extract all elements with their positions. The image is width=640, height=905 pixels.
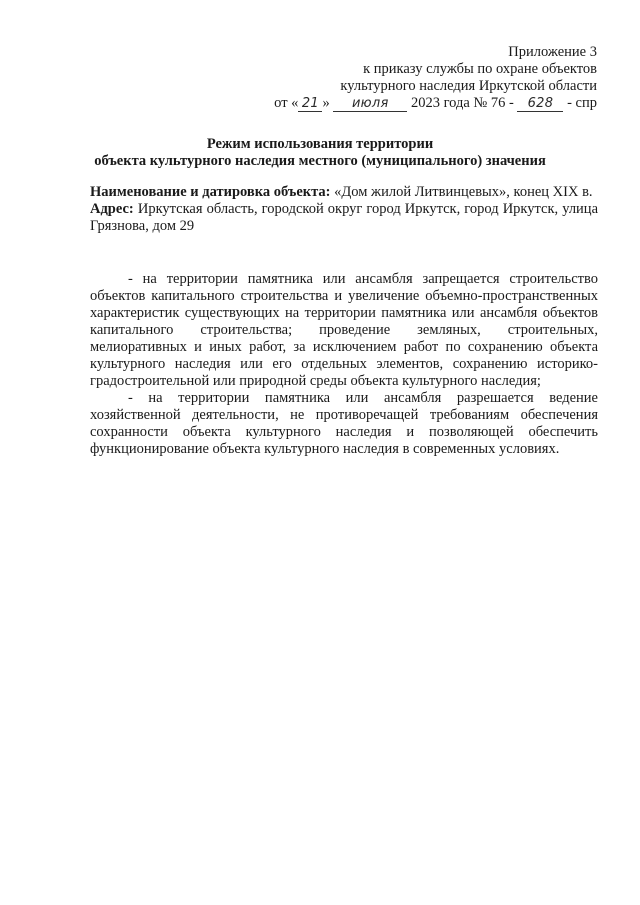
rule-permitted: - на территории памятника или ансамбля разрешается ведение хозяйственной деятельности, не противоречащей требованиям обеспечения сохранности объекта культурного наследия и позволяющей обеспечить функционирование объекта культурного наследия в современных условиях. [90, 390, 598, 457]
title-line-1: Режим использования территории [206, 136, 434, 152]
handwritten-day: 21 [298, 97, 322, 112]
object-info [90, 184, 598, 235]
object-name-value: «Дом жилой Литвинцевых», конец XIX в. [334, 184, 593, 200]
document-header [237, 44, 597, 112]
agency-line: культурного наследия Иркутской области [340, 78, 597, 94]
order-reference-line: к приказу службы по охране объектов [363, 61, 597, 77]
appendix-label: Приложение 3 [508, 44, 597, 60]
order-date-line [237, 95, 597, 112]
object-address-label: Адрес: [90, 201, 134, 217]
handwritten-month: июля [333, 97, 407, 112]
year-and-number-prefix: 2023 года № 76 - [410, 95, 514, 111]
usage-rules [90, 271, 598, 458]
date-after-day: » [322, 95, 330, 111]
document-title [0, 136, 640, 170]
object-name-paragraph [90, 184, 598, 201]
title-line-2: объекта культурного наследия местного (муниципального) значения [94, 153, 546, 169]
object-address-value: Иркутская область, городской округ город Иркутск, город Иркутск, улица Грязнова, дом 29 [90, 201, 599, 234]
date-prefix: от « [274, 95, 299, 111]
object-address-paragraph [90, 201, 598, 235]
handwritten-order-number: 628 [517, 97, 563, 112]
object-name-label: Наименование и датировка объекта: [90, 184, 331, 200]
order-suffix: - спр [567, 95, 597, 111]
rule-prohibited: - на территории памятника или ансамбля запрещается строительство объектов капитального строительства и увеличение объемно-пространственных характеристик существующих на территории памятника или ансамбля объектов капитального строительства; проведение земляных, строительных, мелиоративных и иных работ, за исключением работ по сохранению объекта культурного наследия или его отдельных элементов, сохранению историко-градостроительной или природной среды объекта культурного наследия; [90, 271, 598, 389]
